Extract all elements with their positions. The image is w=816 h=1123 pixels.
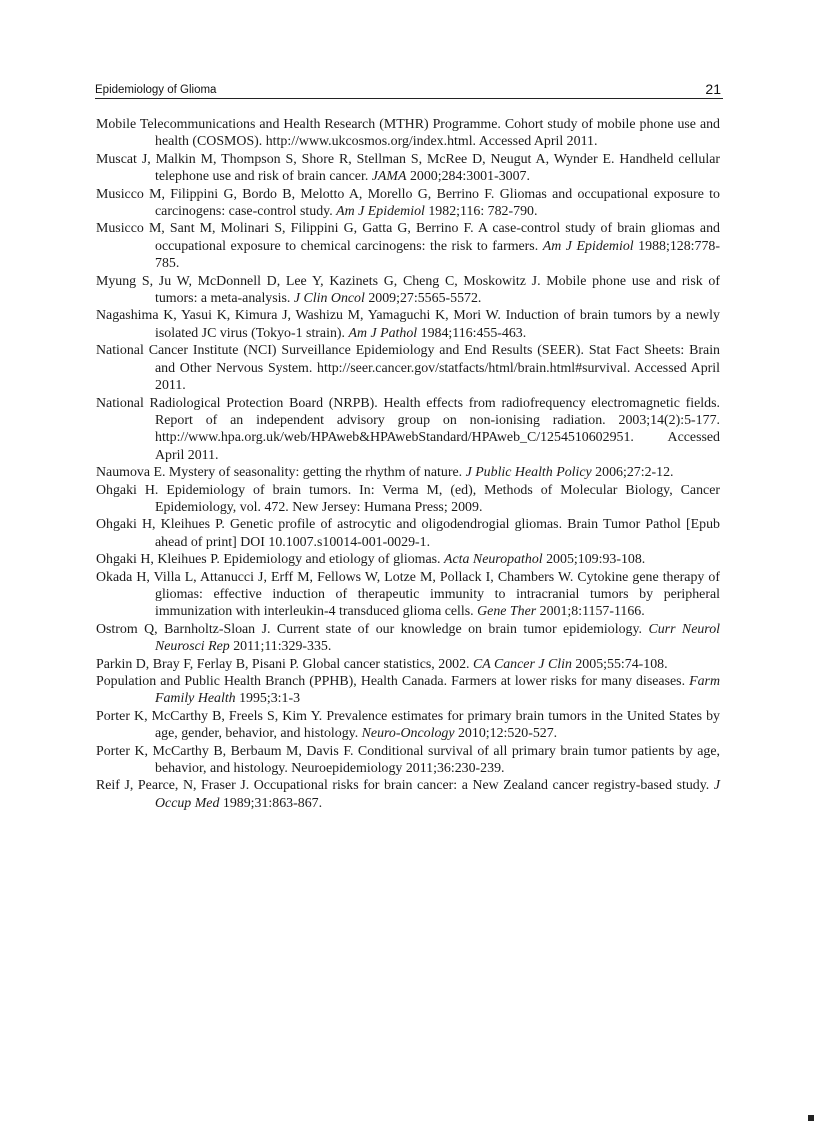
- reference-entry: [96, 342, 720, 394]
- reference-entry: [96, 151, 720, 186]
- reference-entry: [96, 116, 720, 151]
- reference-entry: [96, 273, 720, 308]
- page-number: 21: [705, 81, 721, 97]
- reference-text: Muscat J, Malkin M, Thompson S, Shore R, Stellman S, McRee D, Neugut A, Wynder E. Handheld cellular telephone use and risk of brain cancer.: [96, 151, 720, 185]
- reference-list: [96, 116, 720, 812]
- reference-journal: Acta Neuropathol: [444, 552, 543, 568]
- reference-entry: [96, 516, 720, 551]
- reference-text: Population and Public Health Branch (PPHB), Health Canada. Farmers at lower risks for many diseases.: [96, 674, 690, 689]
- reference-journal: J Clin Oncol: [293, 291, 365, 307]
- reference-journal: Am J Pathol: [348, 325, 418, 341]
- running-title: Epidemiology of Glioma: [95, 84, 217, 96]
- reference-text: National Radiological Protection Board (NRPB). Health effects from radiofrequency electromagnetic fields. Report of an independent advisory group on non-ionising radiation. 2003;14(2):5-177. http://www.hpa.org.uk/web/HPAweb&HPAwebStandard/HPAweb_C/1254510602951. Accessed April 2011.: [96, 395, 720, 463]
- running-header: [95, 80, 723, 99]
- reference-entry: [96, 569, 720, 621]
- reference-citation: 1989;31:863-867.: [219, 795, 323, 811]
- reference-citation: 2000;284:3001-3007.: [406, 169, 530, 185]
- reference-text: Reif J, Pearce, N, Fraser J. Occupational risks for brain cancer: a New Zealand cancer registry-based study.: [96, 778, 714, 794]
- reference-entry: [96, 551, 720, 568]
- reference-text: Naumova E. Mystery of seasonality: getting the rhythm of nature.: [96, 465, 466, 481]
- reference-text: Ohgaki H, Kleihues P. Genetic profile of astrocytic and oligodendrogial gliomas. Brain Tumor Pathol [Epub ahead of print] DOI 10.1007.s10014-001-0029-1.: [96, 517, 720, 550]
- reference-text: Porter K, McCarthy B, Freels S, Kim Y. Prevalence estimates for primary brain tumors in the United States by age, gender, behavior, and histology.: [96, 708, 720, 742]
- reference-journal: J Occup Med: [155, 778, 720, 811]
- reference-citation: 1995;3:1-3: [235, 691, 301, 707]
- reference-text: Ohgaki H, Kleihues P. Epidemiology and etiology of gliomas.: [96, 552, 444, 568]
- reference-journal: Farm Family Health: [155, 674, 720, 707]
- reference-entry: [96, 186, 720, 221]
- reference-citation: 2006;27:2-12.: [591, 465, 674, 481]
- reference-entry: [96, 621, 720, 656]
- reference-citation: 2005;55:74-108.: [571, 656, 668, 672]
- reference-entry: [96, 482, 720, 517]
- reference-entry: [96, 743, 720, 778]
- reference-text: National Cancer Institute (NCI) Surveillance Epidemiology and End Results (SEER). Stat Fact Sheets: Brain and Other Nervous System. http://seer.cancer.gov/statfacts/html/brain.html#survival. Accessed April 2011.: [96, 343, 720, 394]
- reference-journal: Gene Ther: [477, 604, 537, 620]
- reference-citation: 2011;11:329-335.: [229, 639, 332, 655]
- reference-entry: [96, 464, 720, 481]
- reference-entry: [96, 673, 720, 708]
- reference-entry: [96, 777, 720, 812]
- reference-citation: 1982;116: 782-790.: [424, 204, 538, 220]
- reference-text: Ostrom Q, Barnholtz-Sloan J. Current state of our knowledge on brain tumor epidemiology.: [96, 621, 649, 637]
- reference-journal: CA Cancer J Clin: [472, 656, 572, 672]
- reference-text: Musicco M, Sant M, Molinari S, Filippini G, Gatta G, Berrino F. A case-control study of brain gliomas and occupational exposure to chemical carcinogens: the risk to farmers.: [96, 221, 720, 254]
- reference-entry: [96, 307, 720, 342]
- reference-text: Parkin D, Bray F, Ferlay B, Pisani P. Global cancer statistics, 2002.: [96, 656, 473, 672]
- reference-entry: [96, 220, 720, 272]
- reference-journal: J Public Health Policy: [465, 465, 592, 481]
- reference-entry: [96, 395, 720, 465]
- reference-journal: Am J Epidemiol: [542, 238, 634, 254]
- reference-citation: 2010;12:520-527.: [454, 726, 558, 742]
- reference-text: Myung S, Ju W, McDonnell D, Lee Y, Kazinets G, Cheng C, Moskowitz J. Mobile phone use and risk of tumors: a meta-analysis.: [96, 273, 720, 307]
- reference-text: Nagashima K, Yasui K, Kimura J, Washizu M, Yamaguchi K, Mori W. Induction of brain tumors by a newly isolated JC virus (Tokyo-1 strain).: [96, 308, 720, 341]
- reference-text: Musicco M, Filippini G, Bordo B, Melotto A, Morello G, Berrino F. Gliomas and occupational exposure to carcinogens: case-control study.: [96, 186, 720, 220]
- reference-text: Porter K, McCarthy B, Berbaum M, Davis F. Conditional survival of all primary brain tumor patients by age, behavior, and histology. Neuroepidemiology 2011;36:230-239.: [96, 743, 720, 777]
- corner-mark-icon: [808, 1115, 814, 1121]
- reference-citation: 2009;27:5565-5572.: [364, 291, 482, 307]
- reference-citation: 1984;116:455-463.: [417, 325, 527, 341]
- reference-journal: Curr Neurol Neurosci Rep: [155, 621, 720, 655]
- reference-entry: [96, 656, 720, 673]
- reference-journal: Am J Epidemiol: [336, 204, 425, 220]
- reference-entry: [96, 708, 720, 743]
- reference-citation: 2005;109:93-108.: [542, 552, 646, 568]
- reference-journal: JAMA: [371, 169, 407, 185]
- reference-text: Mobile Telecommunications and Health Research (MTHR) Programme. Cohort study of mobile phone use and health (COSMOS). http://www.ukcosmos.org/index.html. Accessed April 2011.: [96, 117, 720, 150]
- reference-journal: Neuro-Oncology: [361, 726, 455, 742]
- reference-text: Ohgaki H. Epidemiology of brain tumors. In: Verma M, (ed), Methods of Molecular Biology, Cancer Epidemiology, vol. 472. New Jersey: Humana Press; 2009.: [96, 482, 720, 515]
- reference-text: Okada H, Villa L, Attanucci J, Erff M, Fellows W, Lotze M, Pollack I, Chambers W. Cytokine gene therapy of gliomas: effective induction of therapeutic immunity to intracranial tumors by peripheral immunization with interleukin-4 transduced glioma cells.: [96, 569, 720, 620]
- reference-citation: 2001;8:1157-1166.: [536, 604, 645, 620]
- reference-citation: 1988;128:778-785.: [155, 238, 720, 272]
